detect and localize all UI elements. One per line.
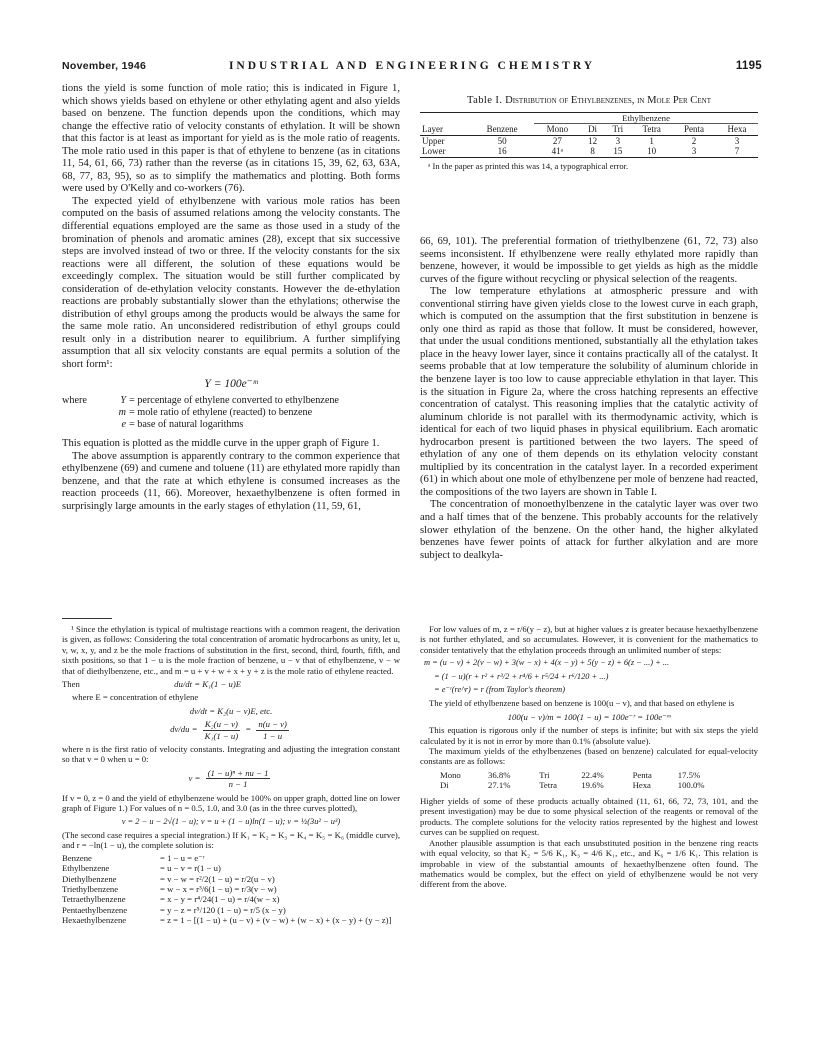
paragraph: 66, 69, 101). The preferential formation of triethylbenzene (61, 72, 73) also seems inconsistent. If ethylbenzene were really ethylated more rapidly than benzene, however, it would be impossible to get yields as high as the middle curves of the figure without recycling or physical selection of the reagents. xyxy=(420,236,758,285)
compound-expression: = 1 − u = e⁻ʳ xyxy=(160,852,205,863)
table-cell: 50 xyxy=(470,135,534,146)
table-cell: 41ᵃ xyxy=(534,146,581,157)
compound-expression: = w − x = r³/6(1 − u) = r/3(v − w) xyxy=(160,883,277,894)
right-column xyxy=(420,236,758,562)
table-cell: Tetra xyxy=(539,780,557,791)
column-header: Tri xyxy=(612,124,624,134)
column-header: Layer xyxy=(422,123,443,134)
table-cell: Tri xyxy=(539,769,550,780)
column-header: Penta xyxy=(683,124,704,134)
table-label: Table I. xyxy=(467,95,503,106)
numerator: n(u − v) xyxy=(258,719,287,730)
paragraph: This equation is plotted as the middle curve in the upper graph of Figure 1. xyxy=(62,438,380,450)
table-cell: 15 xyxy=(604,146,631,157)
compound-expression: = y − z = r⁵/120 (1 − u) = r/5 (x − y) xyxy=(160,904,286,915)
running-header xyxy=(62,60,762,76)
table-row xyxy=(62,894,400,904)
symbol: m xyxy=(118,407,126,419)
paragraph: The expected yield of ethylbenzene with various mole ratios has been computed on the basis of assumed relations among the velocity constants. The differential equations employed are the same as those used in a study of the bromination of phenols and aromatic amines (28), except that six successive steps are involved instead of two or three. If the velocity constants for the six reactions were all different, the solution of these equations would be exceedingly complex. The situation would be still further complicated by consideration of de-ethylation velocity constants. However the de-ethylation reactions are probably substantially slower than the ethylations; otherwise the distribution of ethyl groups among the products would be always the same for the same mole ratio. An unconsidered redistribution of ethyl groups could result only in a distribution nearer to equilibrium. A further simplifying assumption that all six velocity constants are equal permits a solution of the short form¹: xyxy=(62,195,400,371)
table-cell: 27.1% xyxy=(487,780,511,791)
solution-table xyxy=(62,853,400,926)
table-cell: 27 xyxy=(534,135,581,146)
equation: 100(u − v)/m = 100(1 − u) = 100e⁻ʳ = 100e⁻ᵐ xyxy=(507,711,671,722)
table-row xyxy=(62,863,400,873)
footnote-text: where n is the first ratio of velocity constants. Integrating and adjusting the integration constant so that v = 0 when u = 0: xyxy=(62,744,400,765)
table-row xyxy=(62,915,400,925)
denominator: n − 1 xyxy=(228,779,248,790)
table-cell: Penta xyxy=(632,769,652,780)
table-cell: 10 xyxy=(631,146,672,157)
footnote-text: ¹ Since the ethylation is typical of multistage reactions with a common reagent, the derivation is given, as follows: Considering the total concentration of aromatic hydrocarbons as unity, let u, v, w, x, y, and z be the mole fractions of substitution in the first, second, third, fourth, fifth, and sixth positions, so that 1 − u is the mole fraction of benzene, u − v that of ethylbenzene, v − w that of diethylbenzene, etc., and m = u + v + w + x + y + z is the mole ratio of ethylene reacted. xyxy=(62,624,400,676)
left-column xyxy=(62,83,400,513)
footnote-text: For low values of m, z = r/6(y − z), but at higher values z is greater because hexaethylbenzene is not further ethylated, and so accumulates. However, it is convenient for the mathematics to consider tentatively that the ethylation proceeds through an unlimited number of steps: xyxy=(420,624,758,655)
eq-lhs: dv/du = xyxy=(170,724,198,735)
compound-name: Benzene xyxy=(62,852,92,863)
numerator: K₂(u − v) xyxy=(203,719,241,730)
symbol: Y xyxy=(120,395,126,407)
table-cell: Lower xyxy=(420,146,470,157)
column-header: Mono xyxy=(546,124,569,134)
definition: = base of natural logarithms xyxy=(129,419,244,431)
table-cell: Upper xyxy=(420,135,470,146)
table-cell: 16 xyxy=(470,146,534,157)
paragraph: The concentration of monoethylbenzene in the catalytic layer was over two and a half times that of the benzene. This probably accounts for the relatively slower ethylation of the benzene. On the other hand, the higher alkylated benzenes have fewer points of attack for further alkylation and are more subject to dealkyla- xyxy=(420,499,758,561)
page-number: 1195 xyxy=(735,60,762,72)
table-cell: 12 xyxy=(581,135,605,146)
table-row xyxy=(420,135,758,146)
compound-expression: = x − y = r⁴/24(1 − u) = r/4(w − x) xyxy=(160,894,280,905)
compound-expression: = u − v = r(1 − u) xyxy=(160,863,221,874)
table-cell: 8 xyxy=(581,146,605,157)
compound-name: Diethylbenzene xyxy=(62,873,117,884)
footnote-right xyxy=(420,624,758,890)
column-header: Benzene xyxy=(486,123,518,134)
table-row xyxy=(440,770,737,781)
equation-definitions xyxy=(62,395,400,431)
footnote-rule xyxy=(62,618,112,619)
denominator: K₁(1 − u) xyxy=(204,730,239,741)
rate-equation: du/dt = K₁(1 − u)E xyxy=(174,679,242,690)
equation: = (1 − u)(r + r² + r³/2 + r⁴/6 + r⁵/24 + r⁶/120 + ...) xyxy=(434,671,609,681)
numerator: (1 − u)ⁿ + nu − 1 xyxy=(207,767,269,778)
table-cell: 22.4% xyxy=(581,769,604,780)
equation: = e⁻ʳ(re^r) = r (from Taylor's theorem) xyxy=(434,685,565,695)
definition: = percentage of ethylene converted to ethylbenzene xyxy=(129,395,339,407)
footnote-text: Higher yields of some of these products actually obtained (11, 61, 66, 72, 73, 101, and the present investigation) may be due to some physical selection of the reagents or removal of the products. The complete solutions for the velocity ratios represented by the highest and lowest curves can be supplied on request. xyxy=(420,796,758,838)
table-cell: 3 xyxy=(716,135,758,146)
integrated-equation xyxy=(62,768,400,790)
footnote-left xyxy=(62,624,400,926)
column-header: Hexa xyxy=(727,124,747,134)
compound-expression: = z = 1 − [(1 − u) + (u − v) + (v − w) + (w − x) + (x − y) + (y − z)] xyxy=(160,915,392,926)
footnote-text: The maximum yields of the ethylbenzenes (based on benzene) calculated for equal-velocity constants are as follows: xyxy=(420,746,758,767)
compound-name: Ethylbenzene xyxy=(62,863,110,874)
footnote-text: This equation is rigorous only if the number of steps is infinite; but with six steps the yield calculated by it is not in error by more than 0.1% (absolute value). xyxy=(420,725,758,746)
footnote-text: The yield of ethylbenzene based on benzene is 100(u − v), and that based on ethylene is xyxy=(429,698,735,709)
column-header: Tetra xyxy=(642,124,661,134)
issue-date: November, 1946 xyxy=(62,60,147,72)
paragraph: tions the yield is some function of mole ratio; this is indicated in Figure 1, which shows yields based on ethylene or other ethylating agent and also yields based on benzene. The function depends upon the conditions, which may change the effective ratio of velocity constants of ethylation. It will be shown that this factor is at least as important for yield as is the mole ratio of reagents. The mole ratio used in this paper is that of ethylene to benzene (as in citations 11, 54, 61, 66, 73) rather than the reverse (as in citations 15, 39, 62, 63, 63A, 68, 77, 83, 95), so as to simplify the mathematics and plotting. Both forms were used by O'Kelly and co-workers (76). xyxy=(62,83,400,195)
footnote-text: (The second case requires a special integration.) If K₁ = K₂ = K₃ = K₄ = K₅ = K₆ (middle curve), and r = −ln(1 − u), the complete solution is: xyxy=(62,829,400,851)
ratio-equation xyxy=(62,719,400,741)
then-label: Then xyxy=(62,679,80,690)
definition: = mole ratio of ethylene (reacted) to benzene xyxy=(129,407,313,419)
paragraph: The low temperature ethylations at atmospheric pressure and with conventional stirring have given yields close to the lowest curve in each graph, which is computed on the assumption that the first substitution in benzene is only one third as rapid as those that follow. It must be considered, however, that under the usual conditions mentioned, substantially all the ethylation takes place in the heavy lower layer, since it contains practically all of the catalyst. It seems probable that at low temperature the solubility of aluminum chloride in the benzene layer is too low to cause appreciable ethylation in that layer. This is the situation in Figure 2a, where the cross hatching represents an effective concentration of catalyst. This reasoning implies that the catalytic activity of aluminum chloride is not parallel with its thermodynamic activity, which is identical for each of two liquid phases in physical equilibrium. Each aromatic hydrocarbon present is partitioned between the two layers. The speed of ethylation of any one of them depends on its ethylation velocity constant multiplied by its concentration in the catalyst layer. In a recorded experiment (61) in which about one mole of ethylbenzene per mole of benzene had reacted, the compositions of the two layers are shown in Table I. xyxy=(420,286,758,498)
rate-equation: dv/dt = K₂(u − v)E, etc. xyxy=(189,705,273,716)
equation xyxy=(62,679,400,689)
table-row xyxy=(62,853,400,863)
table-cell: 36.8% xyxy=(487,769,511,780)
footnote-text: Another plausible assumption is that each unsubstituted position in the benzene ring reacts with equal velocity, so that K₂ = 5/6 K₁, K₃ = 4/6 K₁, etc., and K₆ = 1/6 K₁. This relation is improbable in view of the substantial amounts of hexaethylbenzene often found. The mathematics would be complex, but the effect on yield of ethylbenzene would be not very different from the above. xyxy=(420,837,758,890)
table-cell: 7 xyxy=(716,146,758,157)
yield-equation: Y = 100e⁻ᵐ xyxy=(204,377,258,390)
compound-expression: = v − w = r²/2(1 − u) = r/2(u − v) xyxy=(160,873,275,884)
symbol: e xyxy=(121,419,126,431)
table-cell: 100.0% xyxy=(677,780,705,791)
max-yields-table xyxy=(440,770,737,791)
table-row xyxy=(62,905,400,915)
distribution-table xyxy=(420,112,758,158)
equation: m = (u − v) + 2(v − w) + 3(w − x) + 4(x − y) + 5(y − z) + 6(z − ...) + ... xyxy=(424,658,670,668)
footnote-text: where E = concentration of ethylene xyxy=(72,692,199,703)
table-cell: Di xyxy=(440,780,449,791)
compound-name: Hexaethylbenzene xyxy=(62,915,127,926)
compound-name: Triethylbenzene xyxy=(62,883,119,894)
table-row xyxy=(440,780,737,791)
table-title: Distribution of Ethylbenzenes, in Mole Per Cent xyxy=(505,95,711,106)
table-cell: Hexa xyxy=(632,780,651,791)
table-row xyxy=(62,874,400,884)
compound-name: Pentaethylbenzene xyxy=(62,904,128,915)
column-header: Di xyxy=(588,124,598,134)
footnote-text: If v = 0, z = 0 and the yield of ethylbenzene would be 100% on upper graph, dotted line on lower graph of Figure 1.) For values of n = 0.5, 1.0, and 3.0 (as in the three curves plotted), xyxy=(62,792,400,814)
table-row xyxy=(62,884,400,894)
group-header: Ethylbenzene xyxy=(534,112,758,124)
table-caption xyxy=(420,95,758,112)
table-row xyxy=(420,146,758,157)
table-footnote: ᵃ In the paper as printed this was 14, a typographical error. xyxy=(428,160,629,171)
denominator: 1 − u xyxy=(263,730,283,741)
equals: = xyxy=(245,724,252,735)
table-cell: Mono xyxy=(440,769,461,780)
table-cell: 17.5% xyxy=(677,769,701,780)
table-cell: 2 xyxy=(672,135,716,146)
table-cell: 19.6% xyxy=(581,780,604,791)
table-cell: 3 xyxy=(672,146,716,157)
compound-name: Tetraethylbenzene xyxy=(62,894,126,905)
journal-title: INDUSTRIAL AND ENGINEERING CHEMISTRY xyxy=(228,60,596,72)
where-label: where xyxy=(62,395,87,407)
table-cell: 1 xyxy=(631,135,672,146)
curve-equations: v = 2 − u − 2√(1 − u); v = u + (1 − u)ln(1 − u); v = ½(3u² − u³) xyxy=(121,816,341,826)
table-1 xyxy=(420,95,758,172)
paragraph: The above assumption is apparently contrary to the common experience that ethylbenzene (69) and cumene and toluene (11) are ethylated more rapidly than benzene, and that the rate at which ethylene is consumed increases as the reaction proceeds (11, 66). Moreover, hexaethylbenzene is often formed in surprisingly large amounts in the early stages of ethylation (11, 59, 61, xyxy=(62,450,400,512)
table-cell: 3 xyxy=(604,135,631,146)
eq-lhs: v = xyxy=(188,772,201,783)
